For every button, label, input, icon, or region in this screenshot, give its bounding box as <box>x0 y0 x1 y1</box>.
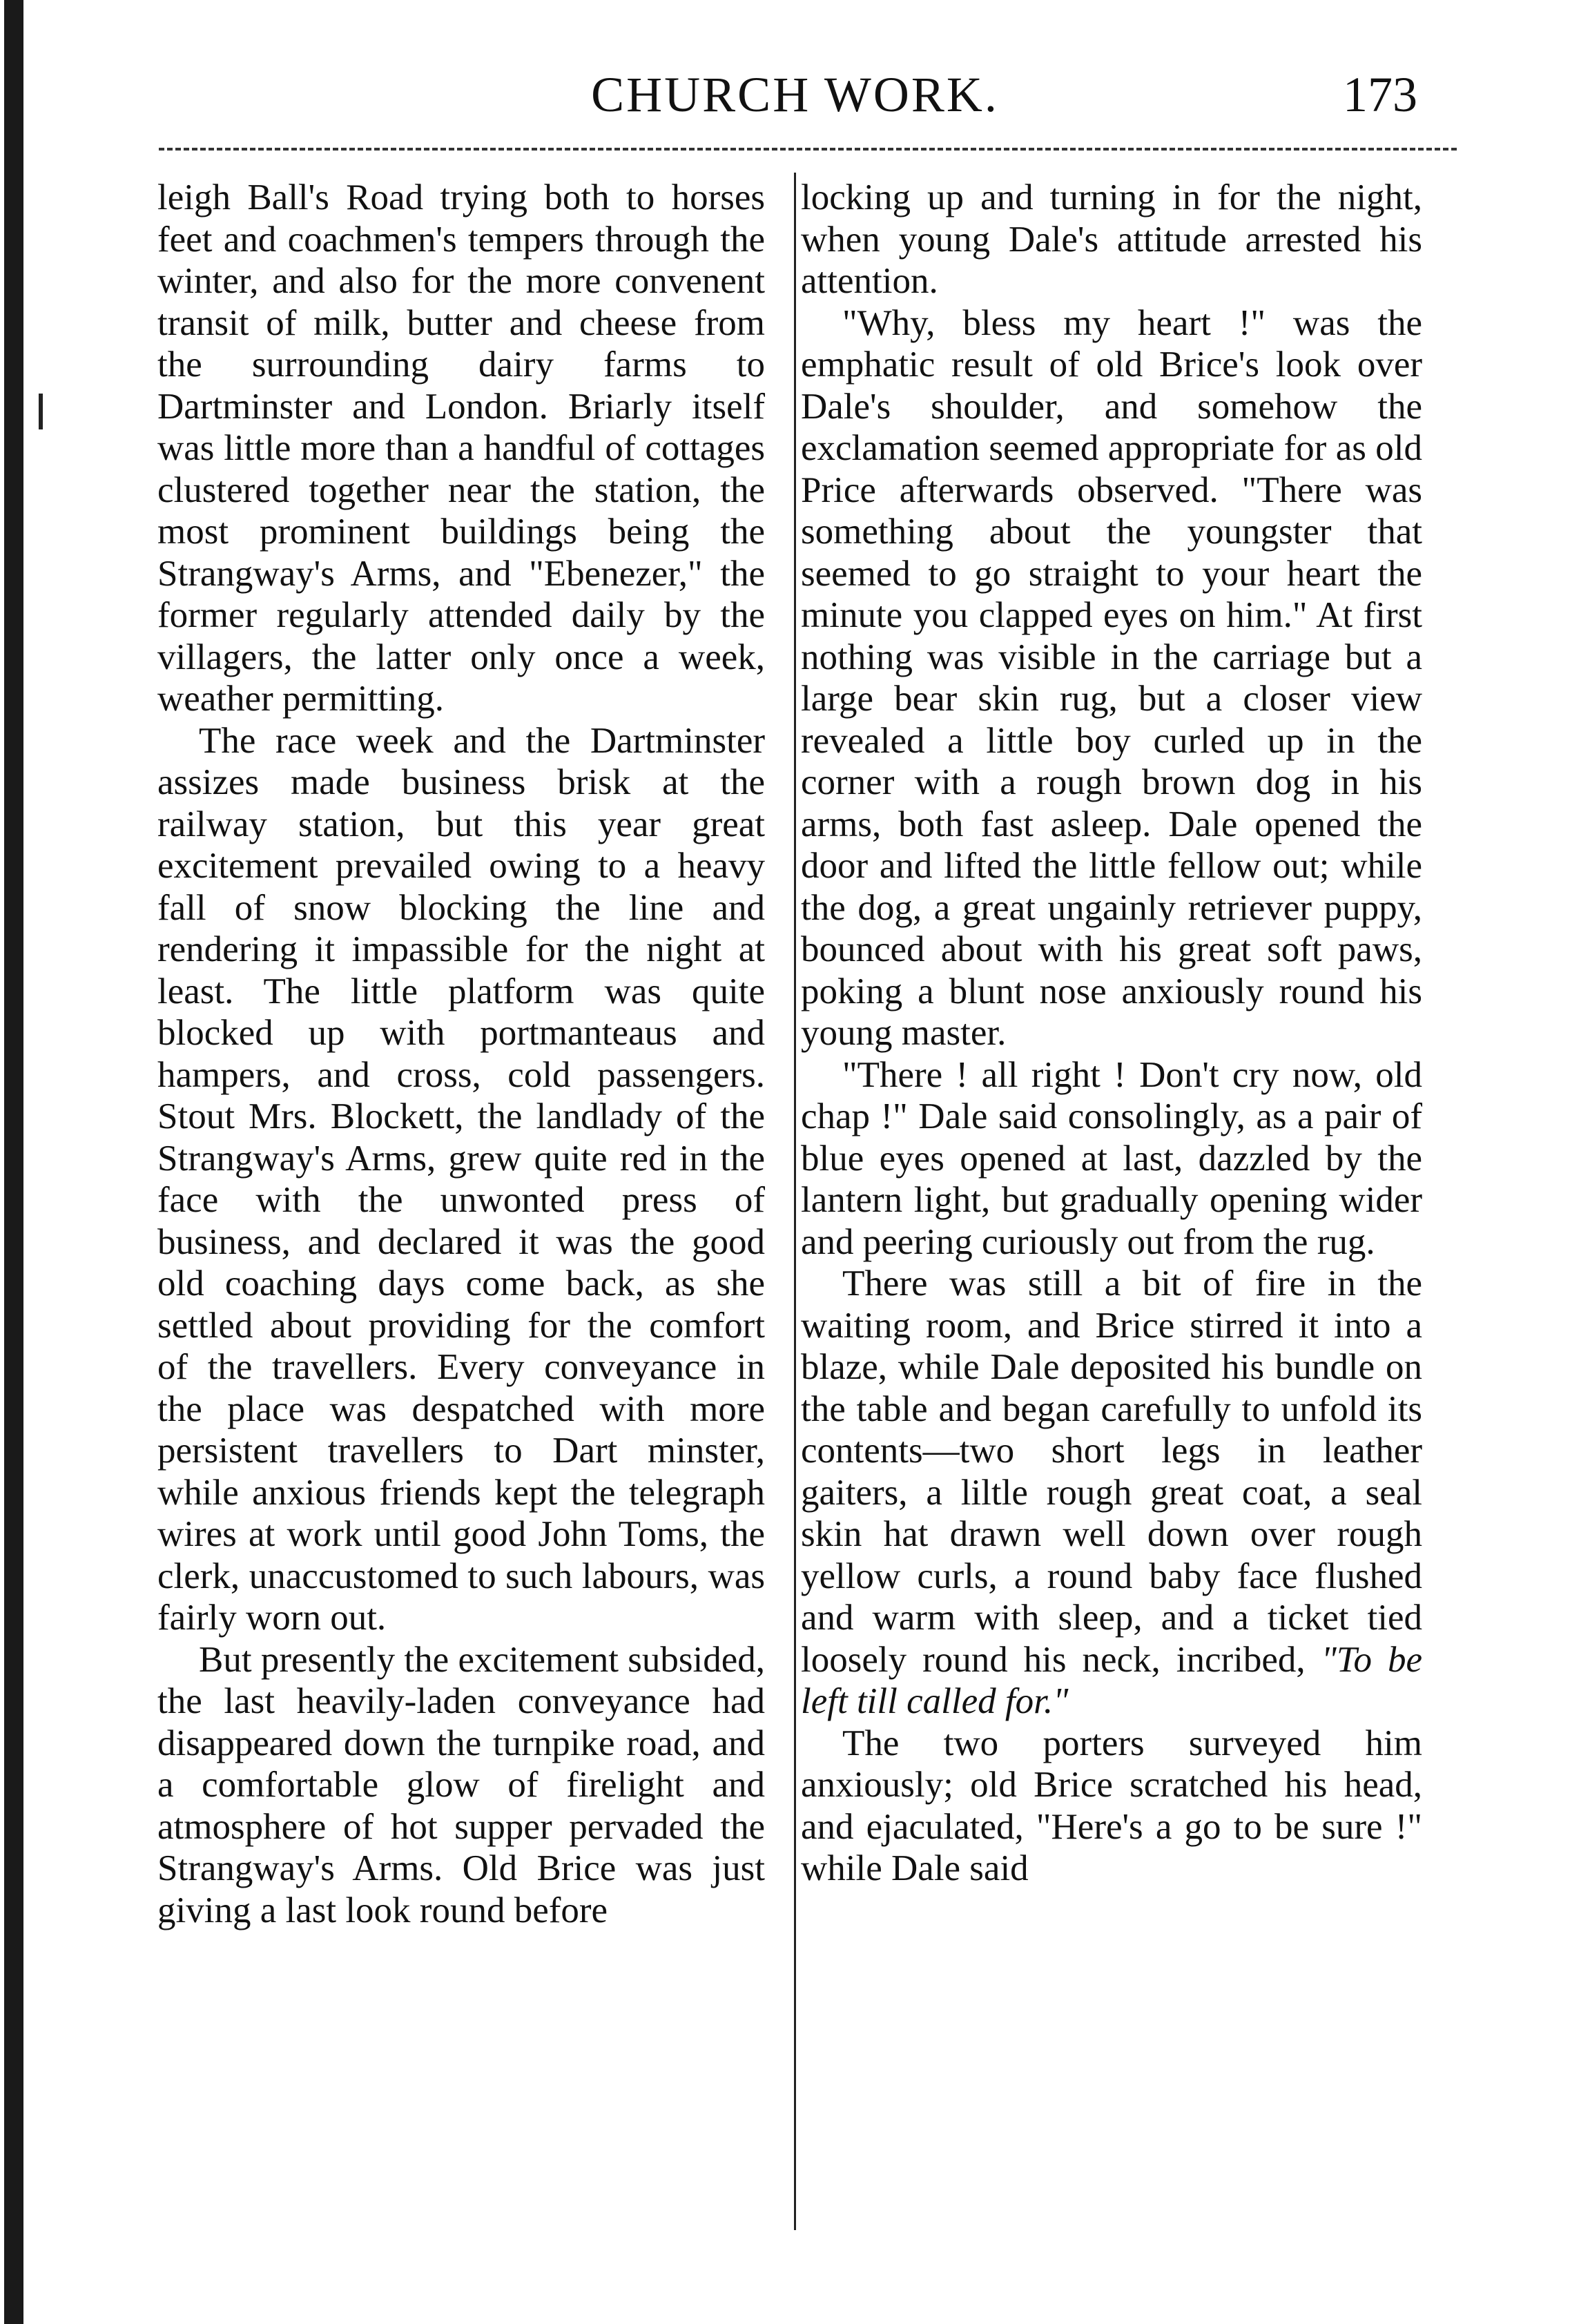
paragraph: The two porters surveyed him anxiously; old Brice scratched his head, and ejaculated, "Here's a go to be sure !" while Dale said <box>801 1723 1422 1888</box>
header-rule <box>159 148 1457 151</box>
page-spine-edge <box>4 0 23 2324</box>
paragraph: locking up and turning in for the night, when young Dale's attitude arrested his attention. <box>801 177 1422 301</box>
paragraph: The race week and the Dartminster assizes made business brisk at the railway station, but this year great excitement prevailed owing to a heavy fall of snow blocking the line and rendering it impassible for the night at least. The little platform was quite blocked up with portmanteaus and hampers, and cross, cold passengers. Stout Mrs. Blockett, the landlady of the Strangway's Arms, grew quite red in the face with the unwonted press of business, and declared it was the good old coaching days come back, as she settled about providing for the comfort of the travellers. Every conveyance in the place was despatched with more persistent travellers to Dart minster, while anxious friends kept the telegraph wires at work until good John Toms, the clerk, unaccustomed to such labours, was fairly worn out. <box>157 720 765 1638</box>
paragraph <box>801 1263 1422 1723</box>
paragraph: leigh Ball's Road trying both to horses feet and coachmen's tempers through the winter, and also for the more convenent transit of milk, butter and cheese from the surrounding dairy farms to Dartminster and London. Briarly itself was little more than a handful of cottages clustered together near the station, the most prominent buildings being the Strangway's Arms, and "Ebenezer," the former regularly attended daily by the villagers, the latter only once a week, weather permitting. <box>157 177 765 719</box>
page-number: 173 <box>1343 67 1417 122</box>
column-divider <box>794 173 796 2230</box>
page-margin-mark <box>39 394 54 429</box>
paragraph: "Why, bless my heart !" was the emphatic result of old Brice's look over Dale's shoulder, and somehow the exclamation seemed appropriate for as old Price afterwards observed. "There was something about the youngster that seemed to go straight to your heart the minute you clapped eyes on him." At first nothing was visible in the carriage but a large bear skin rug, but a closer view revealed a little boy curled up in the corner with a rough brown dog in his arms, both fast asleep. Dale opened the door and lifted the little fellow out; while the dog, a great ungainly retriever puppy, bounced about with his great soft paws, poking a blunt nose anxiously round his young master. <box>801 302 1422 1053</box>
running-header-title: CHURCH WORK. <box>591 67 999 122</box>
paragraph-text: There was still a bit of fire in the waiting room, and Brice stirred it into a blaze, while Dale deposited his bundle on the table and began carefully to unfold its contents—two short legs in leather gaiters, a liltle rough great coat, a seal skin hat drawn well down over rough yellow curls, a round baby face flushed and warm with sleep, and a ticket tied loosely round his neck, incribed, <box>801 1263 1422 1680</box>
right-column <box>801 177 1422 1890</box>
paragraph: But presently the excitement subsided, the last heavily-laden conveyance had disappeared down the turnpike road, and a comfortable glow of firelight and atmosphere of hot supper pervaded the Strangway's Arms. Old Brice was just giving a last look round before <box>157 1639 765 1930</box>
paragraph: "There ! all right ! Don't cry now, old chap !" Dale said consolingly, as a pair of blue eyes opened at last, dazzled by the lantern light, but gradually opening wider and peering curiously out from the rug. <box>801 1054 1422 1262</box>
left-column <box>157 177 765 1931</box>
ticket-inscription: "To be left till called for." <box>801 1639 1422 1721</box>
